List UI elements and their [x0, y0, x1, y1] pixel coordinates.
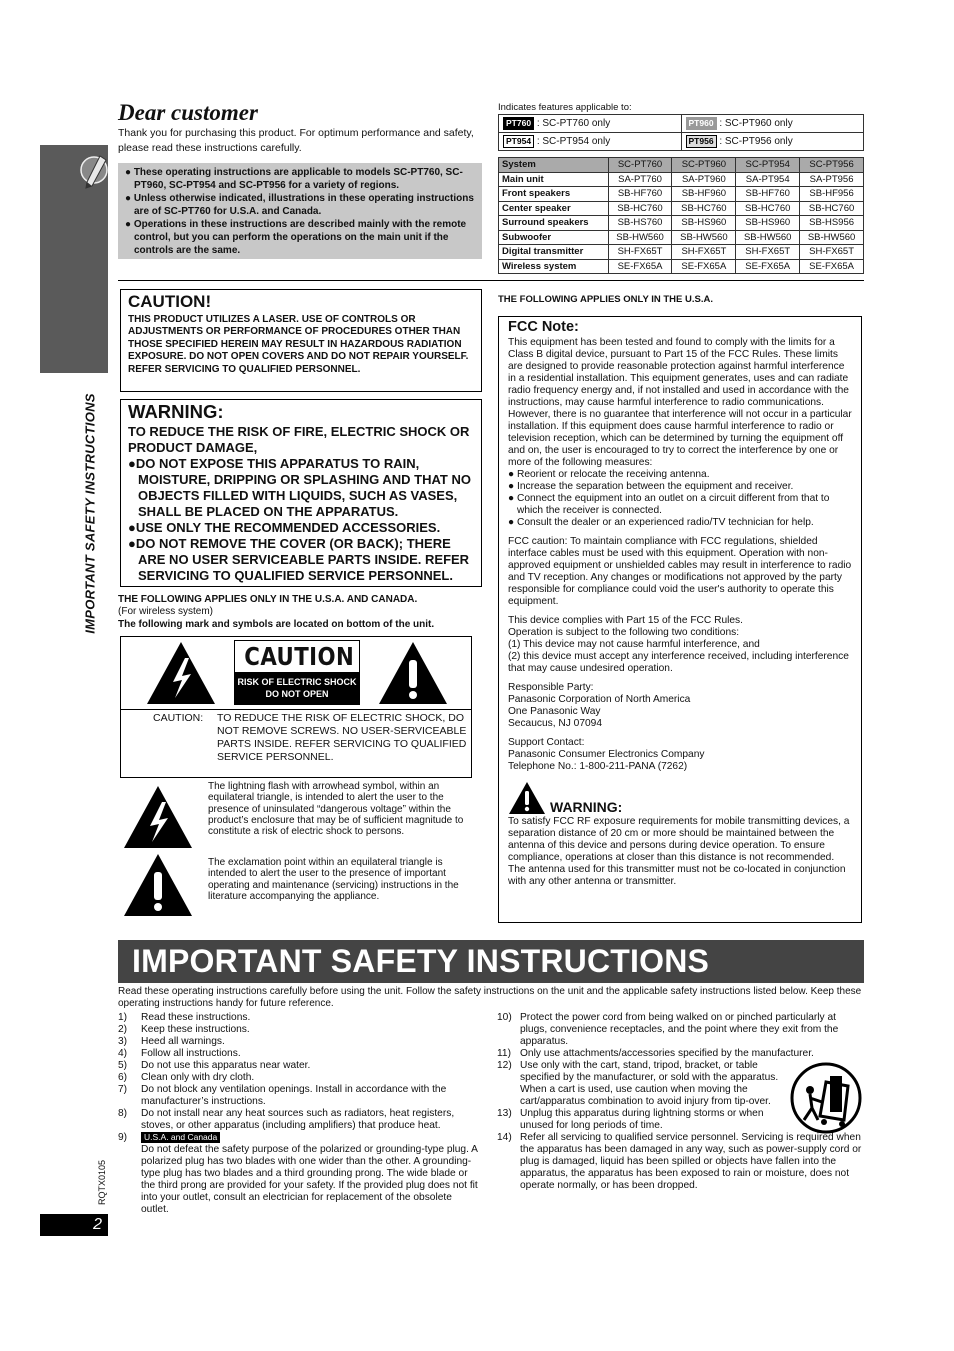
table-header-row: System SC-PT760 SC-PT960 SC-PT954 SC-PT956 — [499, 158, 864, 173]
table-row: Subwoofer SB-HW560 SB-HW560 SB-HW560 SB-HW560 — [499, 230, 864, 245]
warning-heading: WARNING: — [128, 401, 224, 422]
warning-intro: TO REDUCE THE RISK OF FIRE, ELECTRIC SHOCK OR PRODUCT DAMAGE, — [128, 424, 470, 455]
list-item: 9) U.S.A. and Canada Do not defeat the safety purpose of the polarized or grounding-type plug. A polarized plug has two blades with one wider than the other. A grounding-type plug has two blades and a third grounding prong. The wide blade or the third prong are provided for your safety. If the provided plug does not fit into your outlet, consult an electrician for replacement of the obsolete outlet. — [118, 1132, 478, 1215]
list-item: 5) Do not use this apparatus near water. — [118, 1060, 311, 1071]
list-item: 2) Keep these instructions. — [118, 1024, 250, 1035]
list-item: 12) Use only with the cart, stand, tripod, bracket, or table specified by the manufacturer, or sold with the apparatus. When a cart is used, use caution when moving the cart/apparatus combination to avoid injury from tip-over. — [497, 1060, 779, 1107]
fcc-measure: ● Consult the dealer or an experienced radio/TV technician for help. — [508, 517, 814, 528]
table-row: Center speaker SB-HC760 SB-HC760 SB-HC760 SB-HC760 — [499, 201, 864, 216]
table-row: Surround speakers SB-HS760 SB-HS960 SB-HS960 SB-HS956 — [499, 216, 864, 231]
panel-divider — [121, 709, 471, 710]
region-tag: U.S.A. and Canada — [141, 1132, 220, 1143]
caution-text: THIS PRODUCT UTILIZES A LASER. USE OF CONTROLS OR ADJUSTMENTS OR PERFORMANCE OF PROCEDURES OTHER THAN THOSE SPECIFIED HEREIN MAY RESULT IN HAZARDOUS RADIATION EXPOSURE. DO NOT OPEN COVERS AND DO NOT REPAIR YOURSELF. REFER SERVICING TO QUALIFIED PERSONNEL. — [128, 314, 469, 375]
fcc-caution: FCC caution: To maintain compliance with FCC regulations, shielded interface cables must be used with this equipment. Operation with non-approved equipment or unshielded cables may result in interference to radio and TV reception. Any changes or modifications not approved by the party responsible for compliance could void the user's authority to operate this equipment. — [508, 536, 852, 607]
model-notes-box — [118, 163, 482, 259]
vertical-section-title: IMPORTANT SAFETY INSTRUCTIONS — [82, 393, 98, 634]
usa-canada-sub: (For wireless system) — [118, 606, 214, 618]
model-badge: PT760 — [503, 117, 534, 130]
caution-panel-text: TO REDUCE THE RISK OF ELECTRIC SHOCK, DO NOT REMOVE SCREWS. NO USER-SERVICEABLE PARTS INSIDE. REFER SERVICING TO QUALIFIED SERVICE PERSONNEL. — [217, 712, 467, 763]
caution-word: CAUTION — [244, 642, 355, 671]
exclamation-description: The exclamation point within an equilateral triangle is intended to alert the user to the presence of important operating and maintenance (servicing) instructions in the literature accompanying the appliance. — [208, 857, 459, 902]
caution-label-panel — [120, 636, 472, 778]
lightning-warning-icon — [145, 640, 217, 706]
fcc-part15: Operation is subject to the following two conditions: — [508, 627, 740, 638]
fcc-note-box — [498, 316, 862, 923]
warning-item: ●USE ONLY THE RECOMMENDED ACCESSORIES. — [128, 520, 441, 535]
list-item: 6) Clean only with dry cloth. — [118, 1072, 255, 1083]
caution-label: CAUTION: — [153, 712, 204, 724]
list-item: 14) Refer all servicing to qualified service personnel. Servicing is required when the apparatus has been damaged in any way, such as power-supply cord or plug is damaged, liquid has been spilled or objects have fallen into the apparatus, the apparatus has been exposed to rain or moisture, does not operate normally, or has been dropped. — [497, 1132, 862, 1191]
model-note: ● Operations in these instructions are described mainly with the remote control, but you can perform the operations on the main unit if the controls are the same. — [125, 219, 467, 256]
usa-only-heading: THE FOLLOWING APPLIES ONLY IN THE U.S.A. — [498, 294, 713, 305]
caution-sign — [234, 640, 360, 705]
warning-item: ●DO NOT EXPOSE THIS APPARATUS TO RAIN, MOISTURE, DRIPPING OR SPLASHING AND THAT NO OBJECTS FILLED WITH LIQUIDS, SUCH AS VASES, SHALL BE PLACED ON THE APPARATUS. — [128, 456, 471, 519]
fcc-part15: (2) this device must accept any interference received, including interference that may cause undesired operation. — [508, 651, 849, 674]
lightning-description: The lightning flash with arrowhead symbol, within an equilateral triangle, is intended to alert the user to the presence of uninsulated “dangerous voltage” within the product’s enclosure that may be of sufficient magnitude to constitute a risk of electric shock to persons. — [208, 781, 464, 838]
list-item: 11) Only use attachments/accessories specified by the manufacturer. — [497, 1048, 814, 1059]
list-item: 3) Heed all warnings. — [118, 1036, 225, 1047]
model-note: ● These operating instructions are applicable to models SC-PT760, SC-PT960, SC-PT954 and SC-PT956 for a variety of regions. — [125, 167, 463, 191]
feature-cell: PT960 : SC-PT960 only — [681, 115, 864, 133]
warning-item: ●DO NOT REMOVE THE COVER (OR BACK); THERE ARE NO USER SERVICEABLE PARTS INSIDE. REFER SERVICING TO QUALIFIED SERVICE PERSONNEL. — [128, 536, 470, 583]
warning-box — [120, 399, 482, 587]
dear-customer-intro: Thank you for purchasing this product. For optimum performance and safety, please read these instructions carefully. — [118, 127, 474, 154]
support-contact-line: Telephone No.: 1-800-211-PANA (7262) — [508, 761, 688, 772]
fcc-warning-text: To satisfy FCC RF exposure requirements for mobile transmitting devices, a separation distance of 20 cm or more should be maintained between the antenna of this device and persons during device operation. To ensure compliance, operations at closer than this distance is not recommended. The antenna used for this transmitter must not be co-located in conjunction with any other antenna or transmitter. — [508, 816, 850, 887]
caution-subtext: RISK OF ELECTRIC SHOCK DO NOT OPEN — [235, 672, 359, 704]
table-row: Main unit SA-PT760 SA-PT960 SA-PT954 SA-PT956 — [499, 172, 864, 187]
model-note: ● Unless otherwise indicated, illustrations in these operating instructions are of SC-PT760 for U.S.A. and Canada. — [125, 193, 474, 217]
fcc-paragraph: However, there is no guarantee that interference will not occur in a particular installation. If this equipment does cause harmful interference to radio or television reception, which can be determined by turning the equipment off and on, the user is encouraged to try to correct the interference by one or more of the following measures: — [508, 409, 852, 468]
fcc-part15: This device complies with Part 15 of the FCC Rules. — [508, 615, 743, 626]
feature-cell: PT954 : SC-PT954 only — [499, 133, 682, 151]
laser-caution-box — [120, 289, 482, 392]
mark-note: The following mark and symbols are located on bottom of the unit. — [118, 618, 435, 630]
model-badge: PT956 — [686, 135, 717, 148]
table-row: Front speakers SB-HF760 SB-HF960 SB-HF760 SB-HF956 — [499, 187, 864, 202]
fcc-title: FCC Note: — [508, 319, 579, 335]
model-badge: PT960 — [686, 117, 717, 130]
lightning-symbol-icon — [122, 784, 194, 850]
list-item: 7) Do not block any ventilation openings. Install in accordance with the manufacturer’s instructions. — [118, 1084, 447, 1107]
support-contact-line: Panasonic Consumer Electronics Company — [508, 749, 705, 760]
fcc-measure: ● Increase the separation between the equipment and receiver. — [508, 481, 794, 492]
exclamation-symbol-icon — [122, 852, 194, 918]
list-item: 13) Unplug this apparatus during lightning storms or when unused for long periods of time. — [497, 1108, 764, 1131]
exclamation-warning-icon — [377, 640, 449, 706]
responsible-party-line: One Panasonic Way — [508, 706, 601, 717]
feature-cell: PT956 : SC-PT956 only — [681, 133, 864, 151]
list-item: 10) Protect the power cord from being walked on or pinched particularly at plugs, convenience receptacles, and the point where they exit from the apparatus. — [497, 1012, 839, 1047]
table-row: Digital transmitter SH-FX65T SH-FX65T SH-FX65T SH-FX65T — [499, 245, 864, 260]
fcc-part15: (1) This device may not cause harmful interference, and — [508, 639, 760, 650]
document-code: RQTX0105 — [97, 1159, 107, 1205]
features-label: Indicates features applicable to: — [498, 102, 632, 113]
fcc-warning-title: WARNING: — [550, 799, 623, 815]
pencil-icon — [80, 152, 112, 192]
fcc-measure: ● Reorient or relocate the receiving antenna. — [508, 469, 710, 480]
fcc-measure: ● Connect the equipment into an outlet on a circuit different from that to which the receiver is connected. — [508, 493, 830, 516]
feature-cell: PT760 : SC-PT760 only — [499, 115, 682, 133]
safety-intro: Read these operating instructions carefully before using the unit. Follow the safety instructions on the unit and the applicable safety instructions listed below. Keep these operating instructions handy for future reference. — [118, 986, 862, 1009]
usa-canada-heading: THE FOLLOWING APPLIES ONLY IN THE U.S.A. AND CANADA. — [118, 594, 418, 605]
usa-canada-note — [118, 594, 482, 631]
table-row: Wireless system SE-FX65A SE-FX65A SE-FX65A SE-FX65A — [499, 259, 864, 274]
list-item: 8) Do not install near any heat sources such as radiators, heat registers, stoves, or other apparatus (including amplifiers) that produce heat. — [118, 1108, 455, 1131]
exclamation-warning-icon — [508, 781, 546, 815]
safety-instructions-banner: IMPORTANT SAFETY INSTRUCTIONS — [118, 940, 864, 983]
features-table — [498, 114, 864, 151]
responsible-party-line: Secaucus, NJ 07094 — [508, 718, 603, 729]
caution-heading: CAUTION! — [128, 292, 212, 311]
cart-tipover-warning-icon — [790, 1062, 862, 1134]
list-item: 4) Follow all instructions. — [118, 1048, 241, 1059]
responsible-party-line: Panasonic Corporation of North America — [508, 694, 691, 705]
support-contact-label: Support Contact: — [508, 737, 585, 748]
fcc-warning-heading — [508, 781, 852, 815]
responsible-party-label: Responsible Party: — [508, 682, 594, 693]
list-item: 1) Read these instructions. — [118, 1012, 251, 1023]
system-components-table — [498, 157, 864, 274]
page-number: 2 — [40, 1214, 108, 1236]
section-divider — [118, 280, 864, 281]
fcc-paragraph: This equipment has been tested and found to comply with the limits for a Class B digital device, pursuant to Part 15 of the FCC Rules. These limits are designed to provide reasonable protection against harmful interference in a residential installation. This equipment generates, uses and can radiate radio frequency energy and, if not installed and used in accordance with the instructions, may cause harmful interference to radio communications. — [508, 337, 849, 408]
model-badge: PT954 — [503, 135, 534, 148]
dear-customer-title: Dear customer — [118, 100, 258, 125]
safety-list-left — [118, 1012, 482, 1216]
